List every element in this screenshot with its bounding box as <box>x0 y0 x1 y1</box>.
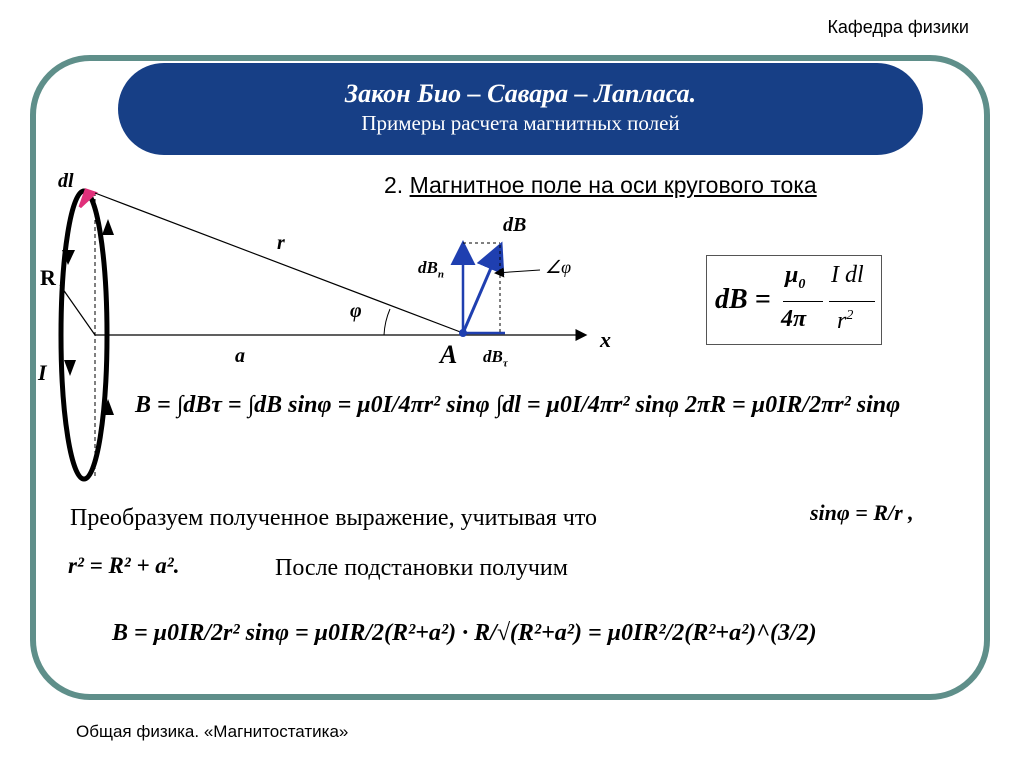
footer-text: Общая физика. «Магнитостатика» <box>76 722 349 741</box>
label-phi: φ <box>350 300 362 322</box>
sin-phi-formula: sinφ = R/r , <box>810 500 914 525</box>
slide-subtitle: Примеры расчета магнитных полей <box>361 111 680 135</box>
formula-den2: $r^2$ <box>837 308 854 334</box>
current-direction-arrow-left-bottom <box>64 360 76 376</box>
after-substitution-text: После подстановки получим <box>275 555 568 581</box>
label-dl: dl <box>58 170 74 192</box>
label-dBn: $dB_n$ <box>418 258 444 281</box>
current-direction-arrow-right-top <box>102 219 114 235</box>
label-dB: dB <box>503 214 527 236</box>
integral-chain-formula: B = ∫dBτ = ∫dB sinφ = μ0I/4πr² sinφ ∫dl = μ0I/4πr² sinφ 2πR = μ0IR/2πr² sinφ <box>135 392 901 418</box>
label-I: I <box>38 360 47 385</box>
formula-mu0: $\mu_0$ <box>785 262 806 292</box>
transform-text: Преобразуем полученное выражение, учитывая что <box>70 505 598 531</box>
label-x: x <box>600 327 611 352</box>
angle-pointer <box>496 270 540 273</box>
label-r: r <box>277 232 285 254</box>
label-A: A <box>440 340 458 369</box>
formula-den1: 4π <box>781 306 807 332</box>
phi-angle-arc <box>384 309 390 335</box>
label-dBtau: $dB_\tau$ <box>483 347 508 370</box>
label-R: R <box>40 265 56 290</box>
fraction-bar-1 <box>783 301 823 302</box>
label-angle-phi: ∠φ <box>545 257 572 277</box>
r-squared-formula: r² = R² + a². <box>68 553 180 578</box>
radius-line <box>60 285 95 335</box>
db-vector <box>463 247 500 333</box>
biot-savart-formula-box <box>706 255 882 345</box>
fraction-bar-2 <box>829 301 875 302</box>
r-vector-line <box>95 193 463 333</box>
formula-num2: I dl <box>831 262 864 288</box>
formula-lhs: dB = <box>715 284 771 315</box>
department-label: Кафедра физики <box>827 17 969 37</box>
slide-title: Закон Био – Савара – Лапласа. <box>344 79 697 108</box>
final-formula: B = μ0IR/2r² sinφ = μ0IR/2(R²+a²) · R/√(R²+a²) = μ0IR²/2(R²+a²)^(3/2) <box>112 620 817 646</box>
label-a: a <box>235 345 245 367</box>
section-title: Магнитное поле на оси кругового тока <box>409 172 817 198</box>
section-number: 2. <box>384 172 404 198</box>
